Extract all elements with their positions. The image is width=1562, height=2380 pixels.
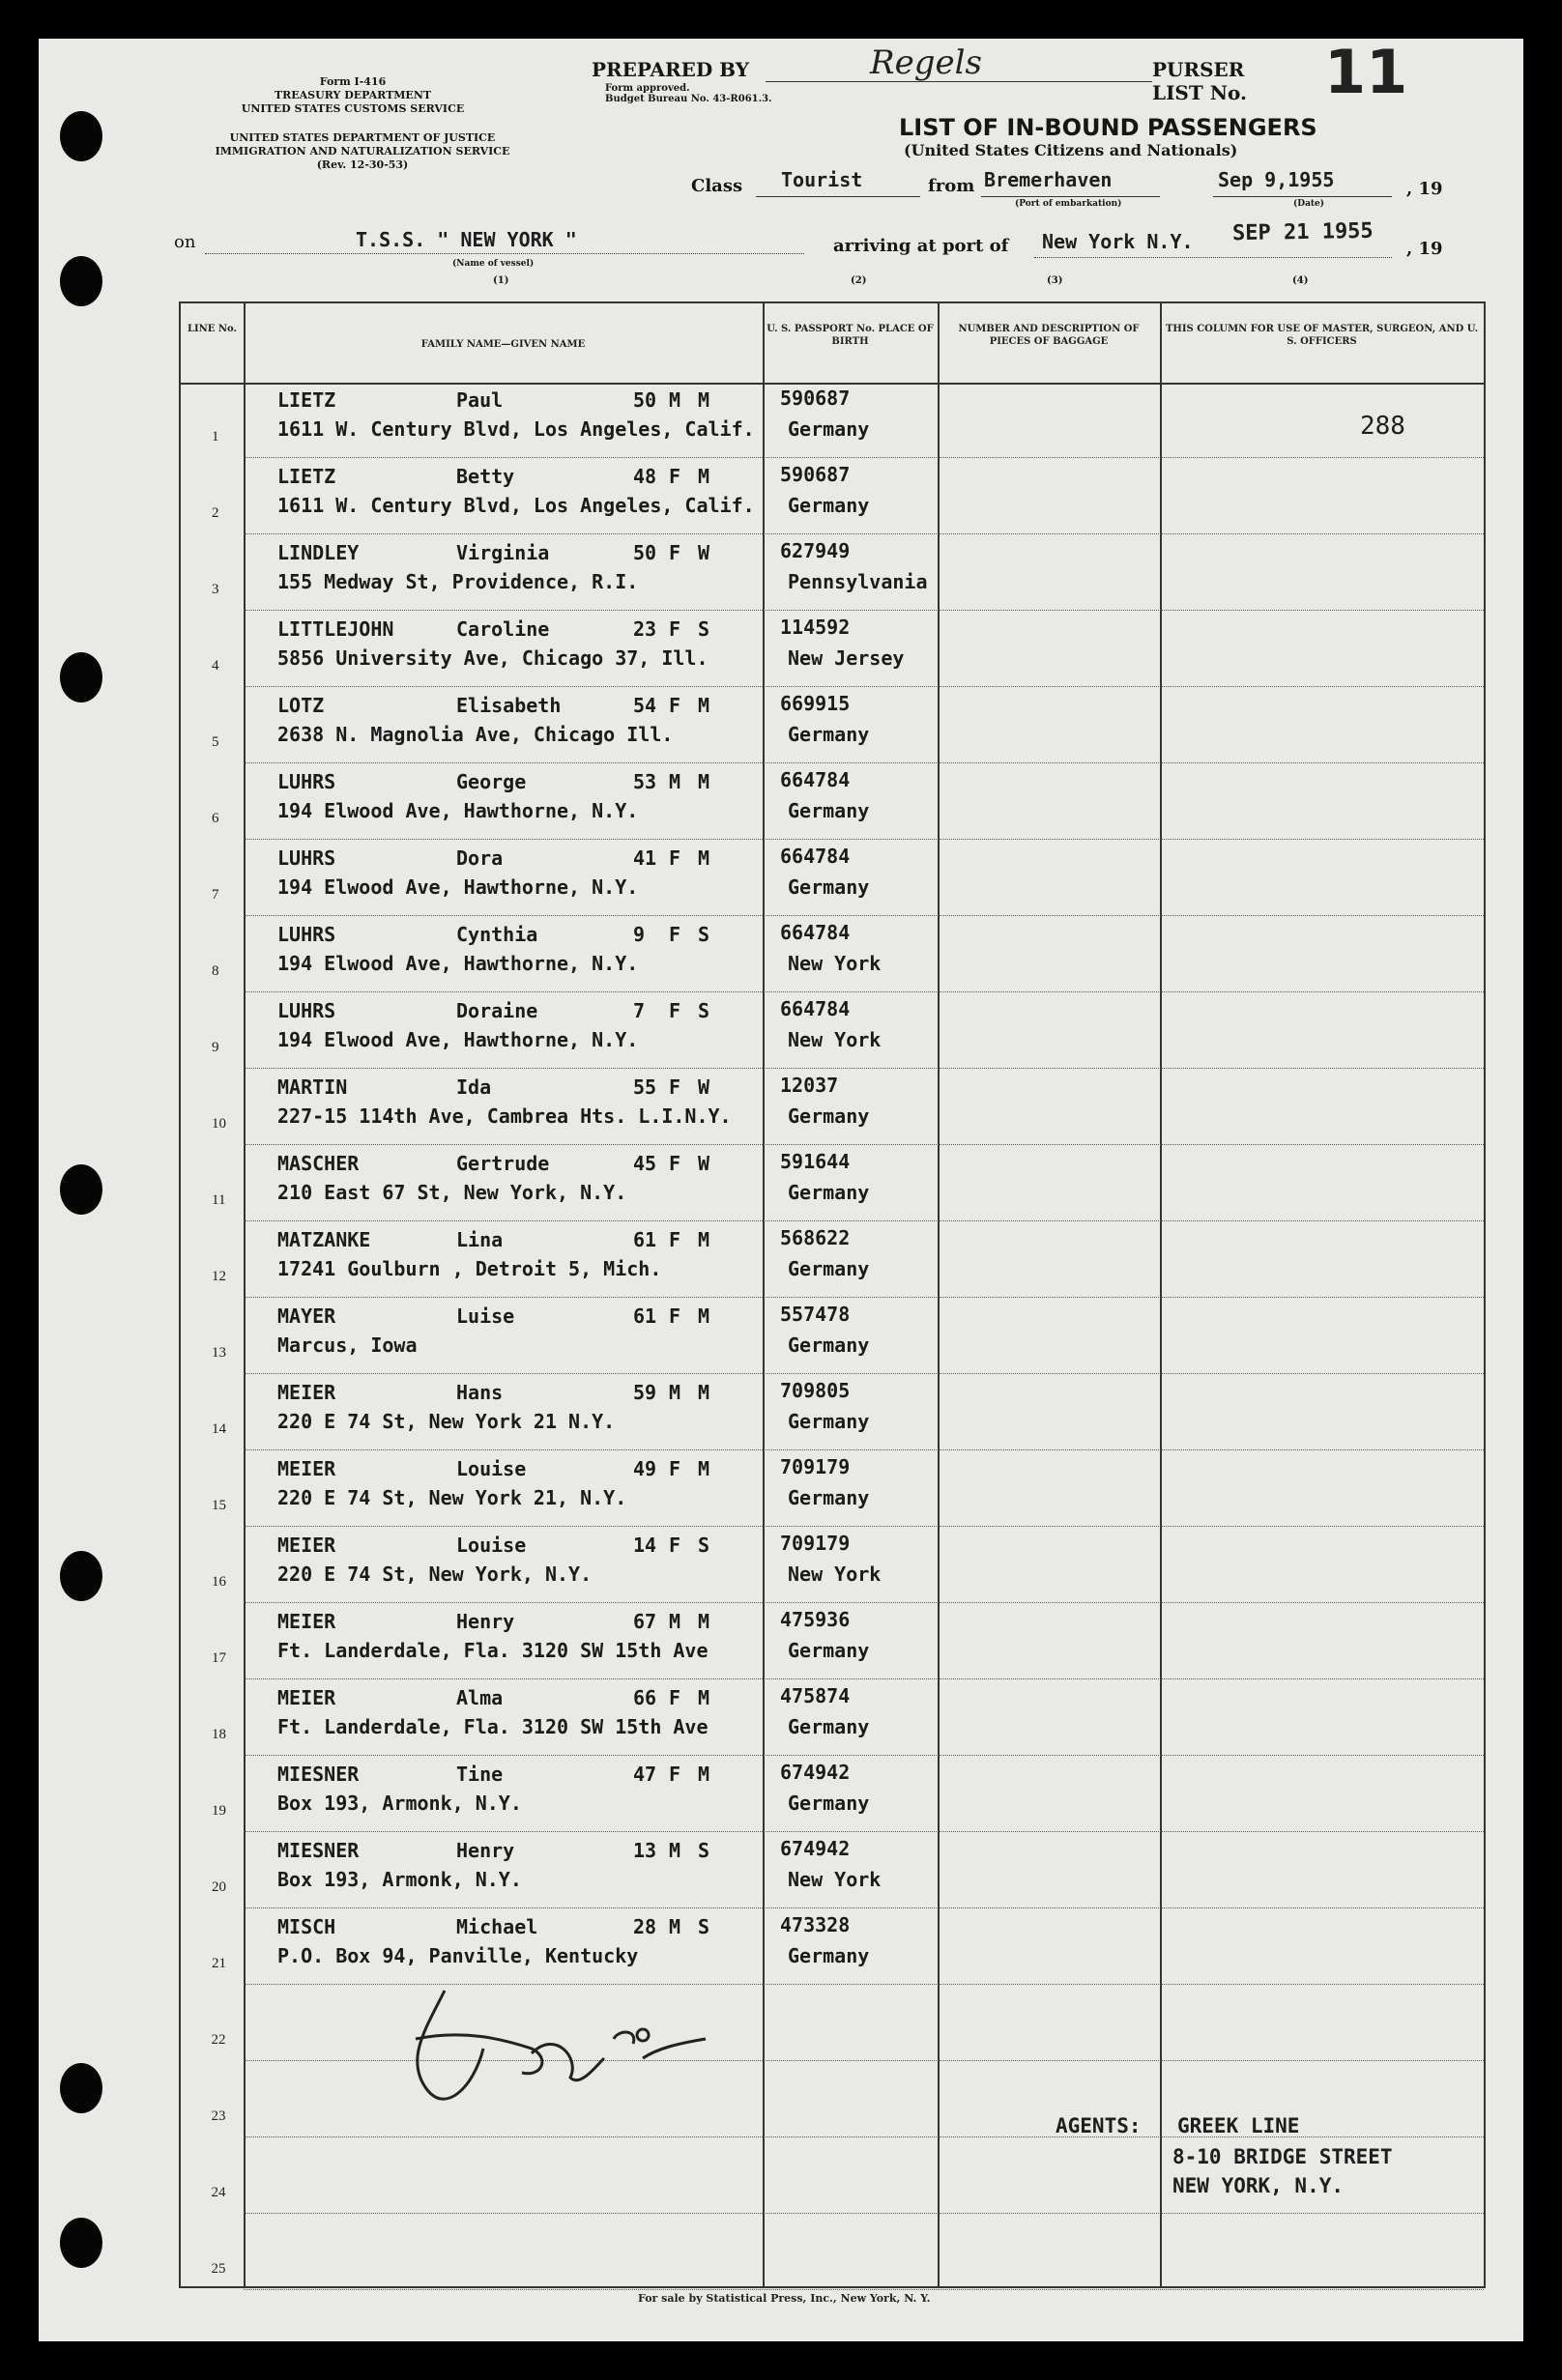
col-passport-birth: U. S. PASSPORT No. PLACE OF BIRTH (767, 324, 934, 347)
date-value: Sep 9,1955 (1218, 168, 1335, 191)
from-label: from (928, 176, 975, 196)
sex: F (669, 1534, 681, 1557)
marital-status: M (698, 465, 710, 488)
purser-label: PURSER (1152, 58, 1245, 81)
customs-service: UNITED STATES CUSTOMS SERVICE (241, 102, 465, 115)
line-number: 21 (212, 1956, 226, 1971)
age: 50 (633, 388, 657, 412)
family-name: LIETZ (277, 388, 336, 412)
sex: F (669, 923, 681, 946)
given-name: George (456, 770, 527, 793)
age: 59 (633, 1381, 657, 1404)
birthplace: Germany (788, 1333, 870, 1357)
birthplace: New Jersey (788, 646, 905, 670)
vessel-name: T.S.S. " NEW YORK " (356, 228, 577, 251)
line-number: 20 (212, 1879, 226, 1895)
sex: M (669, 770, 681, 793)
birthplace: Germany (788, 875, 870, 899)
date-line (1213, 196, 1392, 197)
birthplace: New York (788, 1868, 882, 1891)
address: 194 Elwood Ave, Hawthorne, N.Y. (277, 799, 639, 822)
marital-status: S (698, 1839, 710, 1862)
family-name: MEIER (277, 1534, 336, 1557)
revision-date: (Rev. 12-30-53) (316, 158, 409, 171)
family-name: MIESNER (277, 1763, 360, 1786)
prepared-by-signature: Regels (870, 43, 982, 82)
line-number: 10 (212, 1116, 226, 1132)
family-name: LIETZ (277, 465, 336, 488)
line-number: 13 (212, 1345, 226, 1361)
table-row (181, 1680, 1484, 1758)
table-row (181, 1146, 1484, 1223)
sex: F (669, 1457, 681, 1480)
list-no-label: LIST No. (1152, 81, 1247, 104)
given-name: Tine (456, 1763, 504, 1786)
handwritten-signature (387, 1971, 773, 2126)
table-row (181, 1909, 1484, 1987)
birthplace: New York (788, 952, 882, 975)
vessel-caption: (Name of vessel) (452, 259, 535, 269)
passenger-table (179, 301, 1486, 2288)
col-family-name: FAMILY NAME—GIVEN NAME (420, 339, 586, 350)
passport-number: 709179 (780, 1532, 851, 1555)
family-name: MEIER (277, 1610, 336, 1633)
line-number: 12 (212, 1269, 226, 1284)
passport-number: 591644 (780, 1150, 851, 1173)
given-name: Elisabeth (456, 694, 562, 717)
sex: F (669, 1305, 681, 1328)
birthplace: Germany (788, 799, 870, 822)
line-number: 11 (212, 1192, 226, 1208)
birthplace: Germany (788, 723, 870, 746)
col-line-no: LINE No. (187, 324, 238, 334)
sex: F (669, 1228, 681, 1251)
family-name: MEIER (277, 1686, 336, 1709)
passport-number: 475874 (780, 1684, 851, 1707)
age: 67 (633, 1610, 657, 1633)
given-name: Luise (456, 1305, 515, 1328)
passport-number: 12037 (780, 1074, 839, 1097)
sex: F (669, 999, 681, 1022)
passport-number: 674942 (780, 1837, 851, 1860)
col-1-marker: (1) (493, 275, 509, 286)
age: 47 (633, 1763, 657, 1786)
age: 7 (633, 999, 646, 1022)
sex: F (669, 1152, 681, 1175)
address: 1611 W. Century Blvd, Los Angeles, Calif. (277, 417, 755, 441)
passport-number: 627949 (780, 539, 851, 562)
sex: F (669, 1686, 681, 1709)
date-caption: (Date) (1293, 199, 1325, 209)
officer-annotation: 288 (1360, 412, 1405, 441)
given-name: Lina (456, 1228, 504, 1251)
justice-department: UNITED STATES DEPARTMENT OF JUSTICE (229, 131, 496, 144)
age: 41 (633, 846, 657, 870)
given-name: Caroline (456, 617, 550, 641)
class-label: Class (691, 176, 743, 196)
arrival-port-line (1034, 257, 1392, 258)
address: 155 Medway St, Providence, R.I. (277, 570, 639, 593)
line-number: 9 (212, 1040, 219, 1055)
line-number: 8 (212, 963, 219, 979)
marital-status: M (698, 388, 710, 412)
age: 23 (633, 617, 657, 641)
passport-number: 664784 (780, 997, 851, 1020)
address: 2638 N. Magnolia Ave, Chicago Ill. (277, 723, 674, 746)
year-prefix-1: , 19 (1406, 179, 1443, 199)
age: 49 (633, 1457, 657, 1480)
line-number: 6 (212, 811, 219, 826)
binder-hole (60, 256, 102, 306)
marital-status: M (698, 1381, 710, 1404)
vessel-line (205, 253, 804, 254)
table-row (181, 917, 1484, 994)
table-row (181, 1757, 1484, 1834)
line-number: 22 (211, 2032, 226, 2048)
family-name: LUHRS (277, 999, 336, 1022)
family-name: LUHRS (277, 923, 336, 946)
passport-number: 709805 (780, 1379, 851, 1402)
line-number: 7 (212, 887, 219, 903)
age: 66 (633, 1686, 657, 1709)
table-row (181, 383, 1484, 460)
given-name: Henry (456, 1839, 515, 1862)
passport-number: 568622 (780, 1226, 851, 1249)
family-name: LITTLEJOHN (277, 617, 394, 641)
binder-hole (60, 652, 102, 703)
port-of-embarkation-caption: (Port of embarkation) (1015, 199, 1122, 209)
binder-hole (60, 2063, 102, 2113)
table-row (181, 1604, 1484, 1681)
passport-number: 664784 (780, 768, 851, 791)
passport-number: 664784 (780, 845, 851, 868)
table-row (181, 841, 1484, 918)
sex: M (669, 1610, 681, 1633)
table-row (181, 1222, 1484, 1300)
age: 9 (633, 923, 646, 946)
immigration-service: IMMIGRATION AND NATURALIZATION SERVICE (215, 145, 510, 158)
birthplace: Germany (788, 1792, 870, 1815)
age: 61 (633, 1228, 657, 1251)
marital-status: S (698, 999, 710, 1022)
family-name: MASCHER (277, 1152, 360, 1175)
sex: F (669, 465, 681, 488)
col-officers: THIS COLUMN FOR USE OF MASTER, SURGEON, AND U. S. OFFICERS (1165, 324, 1479, 347)
sex: F (669, 1763, 681, 1786)
age: 53 (633, 770, 657, 793)
passport-number: 709179 (780, 1455, 851, 1478)
col-3-marker: (3) (1047, 275, 1063, 286)
sex: M (669, 1381, 681, 1404)
family-name: LUHRS (277, 770, 336, 793)
address: 194 Elwood Ave, Hawthorne, N.Y. (277, 952, 639, 975)
table-row (181, 459, 1484, 536)
binder-hole (60, 1551, 102, 1601)
address: Marcus, Iowa (277, 1333, 418, 1357)
birthplace: Germany (788, 1944, 870, 1967)
col-2-marker: (2) (851, 275, 867, 286)
given-name: Henry (456, 1610, 515, 1633)
family-name: LUHRS (277, 846, 336, 870)
table-row (181, 688, 1484, 765)
given-name: Paul (456, 388, 504, 412)
age: 13 (633, 1839, 657, 1862)
sex: M (669, 1915, 681, 1938)
address: 5856 University Ave, Chicago 37, Ill. (277, 646, 709, 670)
marital-status: S (698, 617, 710, 641)
address: 220 E 74 St, New York 21, N.Y. (277, 1486, 627, 1509)
given-name: Dora (456, 846, 504, 870)
age: 45 (633, 1152, 657, 1175)
family-name: LINDLEY (277, 541, 360, 564)
binder-hole (60, 2218, 102, 2268)
birthplace: Germany (788, 1410, 870, 1433)
marital-status: M (698, 1305, 710, 1328)
passport-number: 475936 (780, 1608, 851, 1631)
birthplace: Germany (788, 417, 870, 441)
agents-name: GREEK LINE (1177, 2114, 1300, 2137)
agents-city: NEW YORK, N.Y. (1172, 2174, 1345, 2197)
marital-status: M (698, 1228, 710, 1251)
marital-status: W (698, 541, 710, 564)
passport-number: 590687 (780, 463, 851, 486)
address: 210 East 67 St, New York, N.Y. (277, 1181, 627, 1204)
marital-status: M (698, 1763, 710, 1786)
table-row (181, 1070, 1484, 1147)
given-name: Cynthia (456, 923, 538, 946)
form-number: Form I-416 (319, 75, 387, 88)
agents-label: AGENTS: (1056, 2114, 1142, 2137)
passport-number: 114592 (780, 616, 851, 639)
line-number: 17 (212, 1650, 226, 1666)
line-number: 15 (212, 1498, 226, 1513)
address: 220 E 74 St, New York 21 N.Y. (277, 1410, 616, 1433)
passport-number: 557478 (780, 1303, 851, 1326)
arriving-label: arriving at port of (833, 236, 1009, 256)
address: 194 Elwood Ave, Hawthorne, N.Y. (277, 875, 639, 899)
age: 28 (633, 1915, 657, 1938)
address: Box 193, Armonk, N.Y. (277, 1868, 522, 1891)
given-name: Gertrude (456, 1152, 550, 1175)
passport-number: 664784 (780, 921, 851, 944)
line-number: 16 (212, 1574, 226, 1590)
passport-number: 674942 (780, 1761, 851, 1784)
birthplace: New York (788, 1563, 882, 1586)
line-number: 3 (212, 582, 219, 597)
list-subtitle: (United States Citizens and Nationals) (904, 141, 1238, 159)
marital-status: M (698, 1610, 710, 1633)
row-midline (181, 2032, 1484, 2033)
sex: F (669, 694, 681, 717)
line-number: 25 (211, 2261, 226, 2277)
marital-status: M (698, 1457, 710, 1480)
prepared-by-label: PREPARED BY (592, 58, 750, 81)
family-name: MEIER (277, 1457, 336, 1480)
family-name: MIESNER (277, 1839, 360, 1862)
row-midline (181, 2108, 1484, 2109)
address: 227-15 114th Ave, Cambrea Hts. L.I.N.Y. (277, 1104, 732, 1128)
birthplace: Pennsylvania (788, 570, 928, 593)
sex: F (669, 617, 681, 641)
age: 48 (633, 465, 657, 488)
table-row (181, 1528, 1484, 1605)
col-baggage: NUMBER AND DESCRIPTION OF PIECES OF BAGGAGE (958, 324, 1140, 347)
signature-text (454, 1995, 459, 1996)
list-number: 11 (1324, 37, 1408, 107)
birthplace: Germany (788, 1715, 870, 1738)
port-of-embarkation: Bremerhaven (984, 168, 1113, 191)
line-number: 5 (212, 734, 219, 750)
address: 220 E 74 St, New York, N.Y. (277, 1563, 593, 1586)
marital-status: W (698, 1075, 710, 1099)
birthplace: Germany (788, 1104, 870, 1128)
marital-status: M (698, 770, 710, 793)
birthplace: Germany (788, 1486, 870, 1509)
sex: M (669, 1839, 681, 1862)
line-number: 18 (212, 1727, 226, 1742)
from-line (981, 196, 1160, 197)
passport-number: 473328 (780, 1913, 851, 1936)
class-line (756, 196, 920, 197)
year-prefix-2: , 19 (1406, 239, 1443, 259)
marital-status: S (698, 923, 710, 946)
binder-hole (60, 1164, 102, 1215)
age: 55 (633, 1075, 657, 1099)
given-name: Alma (456, 1686, 504, 1709)
arrival-date-stamp: SEP 21 1955 (1231, 218, 1374, 246)
address: Ft. Landerdale, Fla. 3120 SW 15th Ave (277, 1715, 709, 1738)
line-number: 24 (211, 2185, 226, 2200)
line-number: 23 (211, 2108, 226, 2124)
family-name: MATZANKE (277, 1228, 371, 1251)
marital-status: M (698, 846, 710, 870)
row-divider (244, 2289, 1484, 2290)
form-approved: Form approved. (605, 83, 690, 94)
given-name: Doraine (456, 999, 538, 1022)
address: P.O. Box 94, Panville, Kentucky (277, 1944, 639, 1967)
sex: M (669, 388, 681, 412)
given-name: Betty (456, 465, 515, 488)
marital-status: W (698, 1152, 710, 1175)
printer-footer: For sale by Statistical Press, Inc., New York, N. Y. (638, 2292, 931, 2305)
age: 50 (633, 541, 657, 564)
budget-bureau: Budget Bureau No. 43-R061.3. (605, 94, 772, 104)
class-value: Tourist (781, 168, 863, 191)
birthplace: Germany (788, 1181, 870, 1204)
age: 14 (633, 1534, 657, 1557)
address: Ft. Landerdale, Fla. 3120 SW 15th Ave (277, 1639, 709, 1662)
age: 54 (633, 694, 657, 717)
marital-status: M (698, 1686, 710, 1709)
given-name: Hans (456, 1381, 504, 1404)
agents-street: 8-10 BRIDGE STREET (1172, 2145, 1393, 2168)
line-number: 4 (212, 658, 219, 674)
line-number: 14 (212, 1421, 226, 1437)
age: 61 (633, 1305, 657, 1328)
table-row (181, 764, 1484, 842)
birthplace: Germany (788, 1257, 870, 1280)
on-label: on (174, 232, 196, 252)
row-divider (244, 2213, 1484, 2214)
family-name: MISCH (277, 1915, 336, 1938)
given-name: Louise (456, 1534, 527, 1557)
row-midline (181, 2261, 1484, 2262)
family-name: MARTIN (277, 1075, 348, 1099)
table-row (181, 1833, 1484, 1910)
table-row (181, 1375, 1484, 1452)
list-title: LIST OF IN-BOUND PASSENGERS (899, 114, 1317, 141)
table-row (181, 612, 1484, 689)
marital-status: S (698, 1915, 710, 1938)
given-name: Virginia (456, 541, 550, 564)
address: 17241 Goulburn , Detroit 5, Mich. (277, 1257, 662, 1280)
address: 194 Elwood Ave, Hawthorne, N.Y. (277, 1028, 639, 1051)
marital-status: M (698, 694, 710, 717)
address: 1611 W. Century Blvd, Los Angeles, Calif. (277, 494, 755, 517)
birthplace: Germany (788, 494, 870, 517)
given-name: Michael (456, 1915, 538, 1938)
sex: F (669, 541, 681, 564)
table-row (181, 1299, 1484, 1376)
passport-number: 669915 (780, 692, 851, 715)
family-name: MAYER (277, 1305, 336, 1328)
family-name: MEIER (277, 1381, 336, 1404)
sex: F (669, 846, 681, 870)
table-row (181, 993, 1484, 1071)
birthplace: New York (788, 1028, 882, 1051)
treasury-department: TREASURY DEPARTMENT (274, 89, 432, 101)
family-name: LOTZ (277, 694, 325, 717)
binder-hole (60, 111, 102, 161)
table-row (181, 1451, 1484, 1529)
arrival-port: New York N.Y. (1042, 230, 1194, 253)
passport-number: 590687 (780, 387, 851, 410)
marital-status: S (698, 1534, 710, 1557)
given-name: Louise (456, 1457, 527, 1480)
birthplace: Germany (788, 1639, 870, 1662)
given-name: Ida (456, 1075, 492, 1099)
address: Box 193, Armonk, N.Y. (277, 1792, 522, 1815)
line-number: 1 (212, 429, 219, 444)
line-number: 2 (212, 505, 219, 521)
table-row (181, 535, 1484, 613)
line-number: 19 (212, 1803, 226, 1819)
sex: F (669, 1075, 681, 1099)
col-4-marker: (4) (1292, 275, 1309, 286)
